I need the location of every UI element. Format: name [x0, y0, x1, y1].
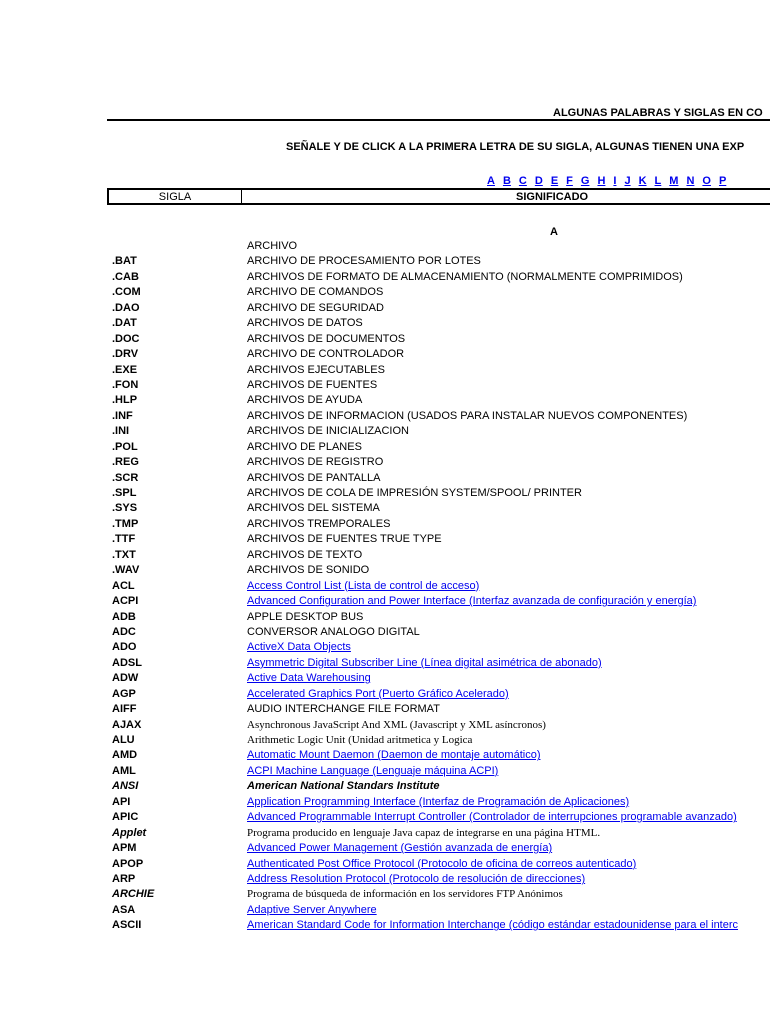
table-row [0, 795, 770, 810]
row-sigla: .WAV [112, 564, 140, 577]
row-meaning: Programa de búsqueda de información en los servidores FTP Anónimos [247, 888, 563, 901]
row-meaning: ARCHIVOS DE DOCUMENTOS [247, 332, 406, 345]
row-sigla: APOP [112, 857, 144, 870]
row-meaning: American National Standars Institute [247, 780, 440, 793]
table-row [0, 363, 770, 378]
table-row [0, 471, 770, 486]
row-meaning: ARCHIVOS DE AYUDA [247, 394, 363, 407]
row-sigla: .COM [112, 286, 141, 299]
row-sigla: Applet [112, 826, 147, 839]
row-meaning-link[interactable]: Application Programming Interface (Interfaz de Programación de Aplicaciones) [247, 795, 630, 808]
alphabet-link-a[interactable]: A [487, 175, 495, 187]
row-sigla: .INI [112, 425, 130, 438]
alphabet-link-l[interactable]: L [654, 175, 662, 187]
table-header [107, 188, 770, 205]
row-sigla: .POL [112, 440, 138, 453]
row-meaning-link[interactable]: Advanced Configuration and Power Interface (Interfaz avanzada de configuración y energía) [247, 595, 697, 608]
table-row [0, 409, 770, 424]
table-row [0, 486, 770, 501]
row-sigla: ACL [112, 579, 135, 592]
row-sigla: ALU [112, 734, 135, 746]
row-sigla: ASCII [112, 919, 142, 932]
alphabet-link-p[interactable]: P [718, 175, 727, 187]
row-meaning: ARCHIVOS EJECUTABLES [247, 363, 385, 376]
table-row [0, 857, 770, 872]
row-meaning: ARCHIVOS DE REGISTRO [247, 456, 384, 469]
row-meaning: ARCHIVOS DE PANTALLA [247, 471, 381, 484]
row-sigla: AMD [112, 749, 138, 762]
alphabet-link-k[interactable]: K [638, 175, 647, 187]
row-meaning-link[interactable]: ActiveX Data Objects [247, 641, 351, 654]
instruction-text: SEÑALE Y DE CLICK A LA PRIMERA LETRA DE SU SIGLA, ALGUNAS TIENEN UNA EXP [286, 141, 745, 153]
row-meaning: ARCHIVOS DE FORMATO DE ALMACENAMIENTO (NORMALMENTE COMPRIMIDOS) [247, 270, 683, 283]
table-row [0, 887, 770, 902]
alphabet-nav [487, 175, 734, 187]
row-meaning: ARCHIVOS DE DATOS [247, 317, 363, 330]
table-row [0, 424, 770, 439]
table-row [0, 563, 770, 578]
row-meaning-link[interactable]: Asymmetric Digital Subscriber Line (Línea digital asimétrica de abonado) [247, 656, 602, 669]
row-sigla: .DAO [112, 301, 140, 314]
table-row [0, 285, 770, 300]
row-sigla: ADC [112, 625, 136, 638]
alphabet-link-d[interactable]: D [534, 175, 543, 187]
alphabet-link-o[interactable]: O [702, 175, 711, 187]
row-meaning: ARCHIVOS DE INICIALIZACION [247, 425, 409, 438]
table-row [0, 301, 770, 316]
alphabet-link-i[interactable]: I [613, 175, 617, 187]
row-sigla: ADSL [112, 656, 142, 669]
row-meaning-link[interactable]: Advanced Power Management (Gestión avanzada de energía) [247, 842, 553, 855]
table-row [0, 872, 770, 887]
table-row [0, 517, 770, 532]
row-meaning: ARCHIVO DE CONTROLADOR [247, 348, 405, 361]
row-meaning: ARCHIVO DE COMANDOS [247, 286, 384, 299]
table-row [0, 841, 770, 856]
alphabet-link-n[interactable]: N [686, 175, 695, 187]
row-sigla: .SYS [112, 502, 138, 515]
table-row [0, 532, 770, 547]
table-row [0, 440, 770, 455]
alphabet-link-m[interactable]: M [669, 175, 679, 187]
row-meaning: ARCHIVO DE PLANES [247, 440, 362, 453]
row-meaning: Asynchronous JavaScript And XML (Javascript y XML asíncronos) [247, 718, 546, 731]
row-sigla: .SPL [112, 487, 137, 499]
row-sigla: .DRV [112, 348, 139, 361]
alphabet-link-h[interactable]: H [597, 175, 606, 187]
alphabet-link-g[interactable]: G [580, 175, 590, 187]
row-sigla: .INF [112, 409, 133, 422]
table-row [0, 718, 770, 733]
section-letter: A [550, 226, 558, 238]
table-row [0, 733, 770, 748]
table-row [0, 640, 770, 655]
row-sigla: API [112, 795, 131, 808]
row-sigla: APIC [112, 811, 139, 824]
row-meaning-link[interactable]: Authenticated Post Office Protocol (Protocolo de oficina de correos autenticado) [247, 857, 637, 870]
row-meaning: ARCHIVOS DE COLA DE IMPRESIÓN SYSTEM/SPOOL/ PRINTER [247, 487, 582, 499]
table-row [0, 748, 770, 763]
alphabet-link-e[interactable]: E [550, 175, 559, 187]
header-sigla: SIGLA [109, 190, 242, 203]
row-meaning: ARCHIVO DE PROCESAMIENTO POR LOTES [247, 255, 481, 268]
row-meaning-link[interactable]: Access Control List (Lista de control de acceso) [247, 579, 480, 592]
row-meaning: APPLE DESKTOP BUS [247, 610, 364, 623]
table-row [0, 316, 770, 331]
row-meaning: CONVERSOR ANALOGO DIGITAL [247, 625, 420, 638]
table-row [0, 826, 770, 841]
row-meaning-link[interactable]: ACPI Machine Language (Lenguaje máquina ACPI) [247, 764, 499, 777]
alphabet-link-c[interactable]: C [518, 175, 527, 187]
table-row [0, 810, 770, 825]
row-sigla: AGP [112, 687, 136, 700]
row-sigla: ANSI [112, 780, 139, 793]
row-meaning-link[interactable]: American Standard Code for Information Interchange (código estándar estadounidense para el interc [247, 919, 739, 932]
table-row [0, 702, 770, 717]
alphabet-link-j[interactable]: J [624, 175, 631, 187]
title-rule [107, 119, 770, 121]
row-meaning: Programa producido en lenguaje Java capaz de integrarse en una página HTML. [247, 826, 601, 839]
row-meaning: AUDIO INTERCHANGE FILE FORMAT [247, 703, 440, 716]
table-row [0, 347, 770, 362]
row-meaning: ARCHIVOS TREMPORALES [247, 517, 391, 530]
table-row [0, 918, 770, 933]
row-sigla: .HLP [112, 394, 138, 407]
alphabet-link-f[interactable]: F [566, 175, 573, 187]
row-meaning-link[interactable]: Automatic Mount Daemon (Daemon de montaje automático) [247, 749, 541, 762]
row-sigla: ARCHIE [112, 888, 155, 901]
row-sigla: ADO [112, 641, 137, 654]
acronym-list [0, 239, 770, 934]
header-significado [242, 190, 770, 203]
table-row [0, 254, 770, 269]
table-row [0, 501, 770, 516]
row-meaning: ARCHIVOS DE SONIDO [247, 564, 370, 577]
row-sigla: .REG [112, 456, 139, 469]
row-sigla: ACPI [112, 595, 139, 608]
row-meaning-link[interactable]: Active Data Warehousing [247, 672, 371, 685]
table-row [0, 270, 770, 285]
row-meaning: ARCHIVOS DE TEXTO [247, 548, 363, 561]
row-sigla: .TMP [112, 517, 139, 530]
row-meaning-link[interactable]: Advanced Programmable Interrupt Controller (Controlador de interrupciones programable avanzado) [247, 811, 737, 824]
table-row [0, 393, 770, 408]
row-sigla: .SCR [112, 471, 139, 484]
row-meaning-link[interactable]: Address Resolution Protocol (Protocolo de resolución de direcciones) [247, 872, 586, 885]
row-sigla: ARP [112, 872, 136, 885]
row-sigla: .EXE [112, 363, 138, 376]
table-row [0, 378, 770, 393]
row-meaning-link[interactable]: Accelerated Graphics Port (Puerto Gráfico Acelerado) [247, 687, 509, 700]
row-meaning: ARCHIVOS DE FUENTES TRUE TYPE [247, 533, 442, 546]
row-sigla: .BAT [112, 255, 137, 268]
row-sigla: .DAT [112, 317, 137, 330]
alphabet-link-b[interactable]: B [502, 175, 511, 187]
row-meaning-link[interactable]: Adaptive Server Anywhere [247, 903, 377, 916]
table-row [0, 455, 770, 470]
row-sigla: APM [112, 842, 137, 855]
row-meaning: ARCHIVOS DE FUENTES [247, 378, 378, 391]
table-row [0, 548, 770, 563]
table-row [0, 239, 770, 254]
row-sigla: .TTF [112, 533, 136, 546]
row-meaning: ARCHIVO [247, 240, 298, 252]
table-row [0, 579, 770, 594]
row-sigla: ADW [112, 672, 139, 685]
table-row [0, 687, 770, 702]
row-sigla: .FON [112, 378, 139, 391]
table-row [0, 671, 770, 686]
row-sigla: .DOC [112, 332, 140, 345]
table-row [0, 594, 770, 609]
row-sigla: AML [112, 764, 136, 777]
row-sigla: AJAX [112, 718, 142, 731]
table-row [0, 332, 770, 347]
table-row [0, 625, 770, 640]
row-meaning: ARCHIVOS DEL SISTEMA [247, 502, 380, 515]
row-sigla: ASA [112, 903, 136, 916]
row-sigla: .CAB [112, 270, 139, 283]
row-meaning: ARCHIVO DE SEGURIDAD [247, 301, 384, 314]
row-sigla: ADB [112, 610, 136, 623]
table-row [0, 903, 770, 918]
table-row [0, 610, 770, 625]
header-significado-label: SIGNIFICADO [516, 191, 589, 203]
row-sigla: AIFF [112, 703, 137, 716]
document-title: ALGUNAS PALABRAS Y SIGLAS EN CO [553, 107, 763, 119]
row-sigla: .TXT [112, 548, 136, 561]
table-row [0, 656, 770, 671]
row-meaning: ARCHIVOS DE INFORMACION (USADOS PARA INSTALAR NUEVOS COMPONENTES) [247, 409, 688, 422]
table-row [0, 764, 770, 779]
row-meaning: Arithmetic Logic Unit (Unidad aritmetica y Logica [247, 734, 473, 746]
table-row [0, 779, 770, 794]
